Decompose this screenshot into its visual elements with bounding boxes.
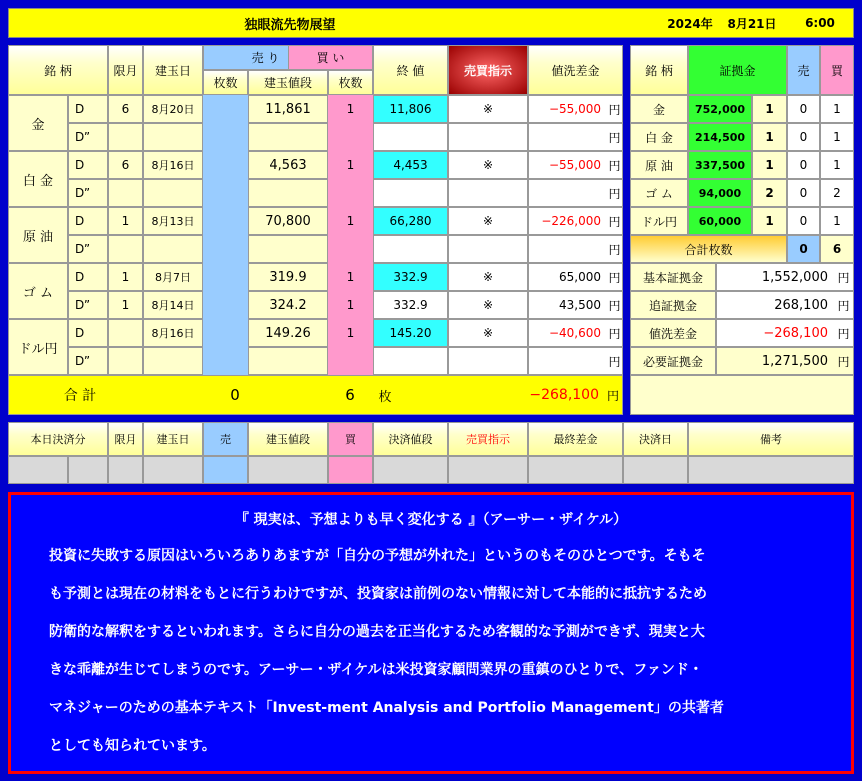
row-diff: 43,500 (528, 291, 607, 319)
settle-cell (203, 456, 248, 484)
row-type: D” (68, 347, 108, 375)
row-date: 8月13日 (143, 207, 203, 235)
mrow-sell: 0 (787, 151, 820, 179)
col-meigara: 銘 柄 (8, 45, 108, 95)
row-buy-qty: 1 (328, 95, 373, 123)
settle-cell (143, 456, 203, 484)
row-month (108, 179, 143, 207)
row-type: D (68, 319, 108, 347)
row-buy-qty: 1 (328, 151, 373, 179)
settle-col-2: 建玉日 (143, 422, 203, 456)
row-close: 332.9 (373, 263, 448, 291)
summary-label: 値洗差金 (630, 319, 716, 347)
mrow-name: 金 (630, 95, 688, 123)
row-name-4: ドル円 (8, 319, 68, 375)
row-instr (448, 123, 528, 151)
row-sell-qty (203, 319, 248, 347)
row-close (373, 179, 448, 207)
row-month (108, 347, 143, 375)
summary-value: −268,100 (716, 319, 834, 347)
total-count-label: 合計枚数 (630, 235, 787, 263)
row-month: 6 (108, 151, 143, 179)
total-diff: −268,100 (529, 387, 599, 403)
mrow-name: ドル円 (630, 207, 688, 235)
mrow-count: 1 (752, 151, 787, 179)
row-price: 324.2 (248, 291, 328, 319)
row-sell-qty (203, 207, 248, 235)
summary-label: 基本証拠金 (630, 263, 716, 291)
row-diff: −40,600 (528, 319, 607, 347)
settle-col-4: 建玉値段 (248, 422, 328, 456)
settle-cell (623, 456, 688, 484)
row-yen: 円 (607, 235, 623, 263)
row-diff (528, 347, 607, 375)
message-panel (8, 492, 854, 774)
row-price: 319.9 (248, 263, 328, 291)
row-price: 70,800 (248, 207, 328, 235)
mrow-sell: 0 (787, 207, 820, 235)
mrow-name: ゴ ム (630, 179, 688, 207)
summary-yen: 円 (834, 291, 854, 319)
row-date: 8月7日 (143, 263, 203, 291)
total-sell: 0 (230, 386, 240, 404)
row-buy-qty: 1 (328, 263, 373, 291)
row-diff: −55,000 (528, 95, 607, 123)
mrow-sell: 0 (787, 123, 820, 151)
total-count-sell: 0 (787, 235, 820, 263)
row-price (248, 347, 328, 375)
row-close (373, 235, 448, 263)
row-yen: 円 (607, 319, 623, 347)
col-sagaku: 値洗差金 (528, 45, 623, 95)
settle-col-5: 買 (328, 422, 373, 456)
row-sell-qty (203, 263, 248, 291)
mrow-count: 2 (752, 179, 787, 207)
settle-col-8: 最終差金 (528, 422, 623, 456)
row-sell-qty (203, 151, 248, 179)
mcol-kai: 買 (820, 45, 854, 95)
row-buy-qty (328, 347, 373, 375)
row-close: 66,280 (373, 207, 448, 235)
page-title: 独眼流先物展望 (244, 17, 336, 33)
col-tate-price: 建玉値段 (248, 70, 328, 95)
header-date: 8月21日 (727, 16, 777, 31)
row-type: D” (68, 235, 108, 263)
settle-cell (528, 456, 623, 484)
row-month: 6 (108, 95, 143, 123)
row-buy-qty (328, 123, 373, 151)
row-yen: 円 (607, 347, 623, 375)
settle-cell (328, 456, 373, 484)
row-close: 11,806 (373, 95, 448, 123)
message-title: 『 現実は、予想よりも早く変化する 』（アーサー・ザイケル） (234, 512, 628, 528)
row-instr: ※ (448, 263, 528, 291)
settle-cell (8, 456, 68, 484)
row-type: D” (68, 123, 108, 151)
total-label: 合 計 (63, 388, 97, 404)
row-month (108, 319, 143, 347)
message-line: としても知られています。 (49, 738, 216, 754)
mcol-shokokin: 証拠金 (688, 45, 787, 95)
row-date (143, 179, 203, 207)
settle-cell (248, 456, 328, 484)
col-uri: 売 り (203, 45, 328, 70)
row-buy-qty: 1 (328, 319, 373, 347)
header-year: 2024年 (667, 16, 713, 31)
row-close: 332.9 (373, 291, 448, 319)
row-sell-qty (203, 235, 248, 263)
settle-col-6: 決済値段 (373, 422, 448, 456)
row-yen: 円 (607, 151, 623, 179)
col-owarine: 終 値 (373, 45, 448, 95)
mrow-sell: 0 (787, 179, 820, 207)
row-yen: 円 (607, 95, 623, 123)
summary-yen: 円 (834, 263, 854, 291)
mrow-margin: 752,000 (688, 95, 752, 123)
total-yen: 円 (606, 388, 619, 403)
row-price (248, 123, 328, 151)
mrow-sell: 0 (787, 95, 820, 123)
row-date: 8月16日 (143, 319, 203, 347)
row-instr: ※ (448, 291, 528, 319)
total-unit: 枚 (378, 389, 392, 405)
message-line: 防衛的な解釈をするといわれます。さらに自分の過去を正当化するため客観的な予測ができず、現実と大 (49, 624, 705, 640)
mrow-count: 1 (752, 207, 787, 235)
col-shiji: 売買指示 (448, 45, 528, 95)
row-sell-qty (203, 291, 248, 319)
settle-col-3: 売 (203, 422, 248, 456)
row-sell-qty (203, 347, 248, 375)
mrow-margin: 214,500 (688, 123, 752, 151)
row-buy-qty (328, 179, 373, 207)
mcol-uri: 売 (787, 45, 820, 95)
row-instr (448, 235, 528, 263)
settle-col-0: 本日決済分 (8, 422, 108, 456)
summary-label: 追証拠金 (630, 291, 716, 319)
mcol-meigara: 銘 柄 (630, 45, 688, 95)
row-close (373, 347, 448, 375)
mrow-buy: 1 (820, 95, 854, 123)
row-instr: ※ (448, 319, 528, 347)
row-date (143, 347, 203, 375)
mrow-margin: 94,000 (688, 179, 752, 207)
row-diff: 65,000 (528, 263, 607, 291)
row-instr: ※ (448, 207, 528, 235)
row-yen: 円 (607, 291, 623, 319)
row-month: 1 (108, 207, 143, 235)
row-name-1: 白 金 (8, 151, 68, 207)
summary-value: 268,100 (716, 291, 834, 319)
row-buy-qty: 1 (328, 291, 373, 319)
row-sell-qty (203, 123, 248, 151)
row-sell-qty (203, 95, 248, 123)
mrow-buy: 1 (820, 151, 854, 179)
row-instr (448, 179, 528, 207)
row-close: 4,453 (373, 151, 448, 179)
row-buy-qty (328, 235, 373, 263)
row-date (143, 123, 203, 151)
row-price: 4,563 (248, 151, 328, 179)
row-yen: 円 (607, 123, 623, 151)
row-name-2: 原 油 (8, 207, 68, 263)
row-yen: 円 (607, 207, 623, 235)
row-close (373, 123, 448, 151)
row-month: 1 (108, 263, 143, 291)
row-instr: ※ (448, 95, 528, 123)
row-buy-qty: 1 (328, 207, 373, 235)
col-maisu-sell: 枚数 (203, 70, 248, 95)
row-diff (528, 123, 607, 151)
settle-cell (448, 456, 528, 484)
row-type: D (68, 207, 108, 235)
mrow-count: 1 (752, 123, 787, 151)
mrow-count: 1 (752, 95, 787, 123)
settle-col-7: 売買指示 (448, 422, 528, 456)
row-date: 8月14日 (143, 291, 203, 319)
row-diff: −55,000 (528, 151, 607, 179)
summary-value: 1,552,000 (716, 263, 834, 291)
row-sell-qty (203, 179, 248, 207)
message-line: 投資に失敗する原因はいろいろありあますが「自分の予想が外れた」というのもそのひとつです。そもそ (49, 548, 706, 564)
row-instr (448, 347, 528, 375)
settle-col-10: 備考 (688, 422, 854, 456)
row-instr: ※ (448, 151, 528, 179)
settle-cell (373, 456, 448, 484)
row-diff: −226,000 (528, 207, 607, 235)
margin-blank (630, 375, 854, 415)
mrow-name: 原 油 (630, 151, 688, 179)
col-tateday: 建玉日 (143, 45, 203, 95)
mrow-margin: 337,500 (688, 151, 752, 179)
row-date: 8月20日 (143, 95, 203, 123)
col-gengetsu: 限月 (108, 45, 143, 95)
message-line: も予測とは現在の材料をもとに行うわけですが、投資家は前例のない情報に対して本能的に抵抗するため (49, 586, 707, 602)
mrow-buy: 1 (820, 207, 854, 235)
header-time: 6:00 (805, 16, 835, 30)
row-month: 1 (108, 291, 143, 319)
row-month (108, 123, 143, 151)
settle-cell (108, 456, 143, 484)
settle-cell (688, 456, 854, 484)
total-count-buy: 6 (820, 235, 854, 263)
row-type: D (68, 263, 108, 291)
row-date (143, 235, 203, 263)
total-buy: 6 (345, 386, 355, 404)
settle-col-1: 限月 (108, 422, 143, 456)
mrow-buy: 2 (820, 179, 854, 207)
row-price: 149.26 (248, 319, 328, 347)
col-maisu-buy: 枚数 (328, 70, 373, 95)
row-price (248, 179, 328, 207)
row-close: 145.20 (373, 319, 448, 347)
message-line: きな乖離が生じてしまうのです。アーサー・ザイケルは米投資家顧問業界の重鎮のひとりで、ファンド・ (49, 662, 703, 678)
row-name-3: ゴ ム (8, 263, 68, 319)
summary-label: 必要証拠金 (630, 347, 716, 375)
mrow-name: 白 金 (630, 123, 688, 151)
summary-yen: 円 (834, 319, 854, 347)
message-line: マネジャーのための基本テキスト「Invest-ment Analysis and Portfolio Management」の共著者 (49, 700, 724, 716)
row-type: D (68, 151, 108, 179)
settle-cell (68, 456, 108, 484)
row-price (248, 235, 328, 263)
row-type: D” (68, 291, 108, 319)
mrow-margin: 60,000 (688, 207, 752, 235)
row-month (108, 235, 143, 263)
row-yen: 円 (607, 179, 623, 207)
row-price: 11,861 (248, 95, 328, 123)
row-name-0: 金 (8, 95, 68, 151)
row-type: D (68, 95, 108, 123)
row-date: 8月16日 (143, 151, 203, 179)
settle-col-9: 決済日 (623, 422, 688, 456)
summary-value: 1,271,500 (716, 347, 834, 375)
row-type: D” (68, 179, 108, 207)
row-diff (528, 235, 607, 263)
row-diff (528, 179, 607, 207)
mrow-buy: 1 (820, 123, 854, 151)
col-kai: 買 い (288, 45, 373, 70)
summary-yen: 円 (834, 347, 854, 375)
row-yen: 円 (607, 263, 623, 291)
